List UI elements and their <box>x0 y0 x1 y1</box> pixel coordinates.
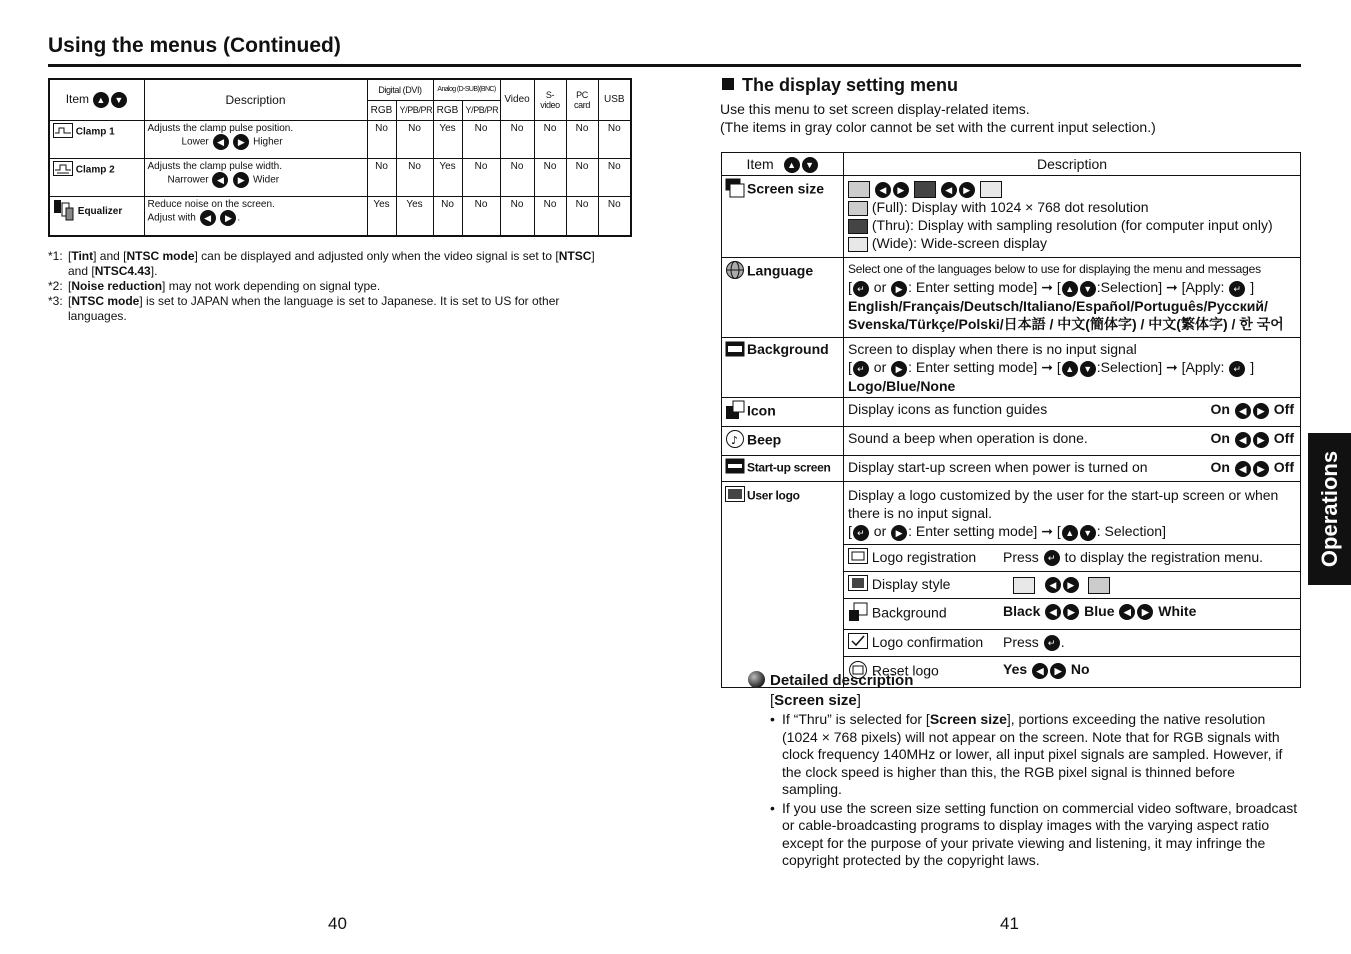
up-arrow-button-icon: ▲ <box>93 92 109 108</box>
beep-icon <box>725 429 745 453</box>
table-row <box>722 427 1301 456</box>
footnote-mark: *1: <box>48 249 63 263</box>
apply-text: [Apply: <box>1181 279 1225 296</box>
clamp-1-icon <box>53 123 73 141</box>
on-text: On <box>1210 430 1230 447</box>
equalizer-value: Yes <box>367 196 396 236</box>
bullet-dot: • <box>770 799 775 816</box>
equalizer-value: Yes <box>396 196 433 236</box>
registration-menu-text: to display the registration menu. <box>1064 548 1264 565</box>
left-arrow-button-icon: ◀ <box>1032 663 1048 679</box>
section-intro-line: Use this menu to set screen display-related items. <box>720 101 1030 117</box>
enter-button-icon: ↵ <box>853 361 869 377</box>
enter-setting-text: : Enter setting mode] <box>908 279 1038 296</box>
operations-tab-label: Operations <box>1316 450 1342 568</box>
table-row <box>722 398 1301 427</box>
left-arrow-button-icon: ◀ <box>1235 403 1251 419</box>
footnote-text: [ <box>68 249 72 263</box>
off-text: Off <box>1273 401 1294 418</box>
display-style-full-icon <box>1088 577 1110 594</box>
screen-size-icon <box>725 178 745 202</box>
clamp-2-description: Adjusts the clamp pulse width. <box>147 160 283 172</box>
left-settings-table <box>48 78 632 237</box>
background-icon <box>725 341 745 361</box>
clamp-2-narrower-label: Narrower <box>167 174 209 186</box>
svideo-header: S-video <box>534 79 566 120</box>
clamp-2-value: Yes <box>433 158 462 196</box>
clamp-1-value: No <box>462 120 500 158</box>
left-arrow-button-icon: ◀ <box>212 172 228 188</box>
clamp-1-value: No <box>500 120 534 158</box>
table-row <box>722 456 1301 482</box>
user-logo-description: Display a logo customized by the user for the start-up screen or when there is no input signal. <box>848 487 1279 522</box>
function-guide-icon <box>725 400 745 424</box>
no-option: No <box>1070 661 1090 678</box>
bullet-text: If you use the screen size setting function on commercial video software, broadcast or cable-broadcasting programs to display images with the varying aspect ratio except for the purpose of your private viewing and listening, it may infringe the copyright protected by the copyright laws. <box>782 799 1298 868</box>
down-arrow-button-icon: ▼ <box>802 157 818 173</box>
left-arrow-button-icon: ◀ <box>1235 432 1251 448</box>
detailed-description-heading <box>748 671 913 689</box>
screen-size-thru-text: (Thru): Display with sampling resolution (for computer input only) <box>871 217 1273 234</box>
left-arrow-button-icon: ◀ <box>1045 604 1061 620</box>
background-options: Logo/Blue/None <box>848 377 956 394</box>
footnote-bold: NTSC mode <box>71 294 140 308</box>
enter-button-icon: ↵ <box>1229 361 1245 377</box>
selection-text: :Selection] <box>1096 359 1163 376</box>
table-row <box>844 544 1300 571</box>
page-number-right: 41 <box>1000 914 1019 933</box>
item-header <box>49 79 144 120</box>
table-row <box>722 176 1301 258</box>
clamp-1-higher-label: Higher <box>253 136 283 148</box>
language-names-line-2: Svenska/Türkçe/Polski/日本語 / 中文(簡体字) / 中文(繁体字) / 한 국어 <box>848 315 1284 332</box>
square-bullet-icon <box>722 78 734 90</box>
bracket-text: ] <box>1250 279 1255 296</box>
screen-size-label: Screen size <box>747 181 825 197</box>
logo-confirmation-label: Logo confirmation <box>871 634 984 651</box>
right-arrow-button-icon: ▶ <box>233 134 249 150</box>
operations-side-tab <box>1308 433 1351 585</box>
section-intro-line: (The items in gray color cannot be set with the current input selection.) <box>720 119 1156 135</box>
on-text: On <box>1210 401 1230 418</box>
startup-screen-icon <box>725 458 745 479</box>
detailed-description-body <box>770 711 1298 871</box>
equalizer-value: No <box>433 196 462 236</box>
left-arrow-button-icon: ◀ <box>200 210 216 226</box>
display-style-icon <box>848 575 868 595</box>
list-item <box>770 800 1298 870</box>
rgb-header-1: RGB <box>367 100 396 120</box>
footnote-bold: NTSC mode <box>126 249 195 263</box>
right-arrow-button-icon: ▶ <box>891 525 907 541</box>
language-description: Select one of the languages below to use for displaying the menu and messages <box>848 262 1261 277</box>
enter-button-icon: ↵ <box>853 525 869 541</box>
press-text: Press <box>1003 548 1039 565</box>
thru-size-icon <box>914 181 936 198</box>
footnote-2 <box>48 279 608 294</box>
down-arrow-button-icon: ▼ <box>1080 525 1096 541</box>
footnote-1 <box>48 249 608 279</box>
clamp-2-value: No <box>598 158 631 196</box>
apply-text: [Apply: <box>1181 359 1225 376</box>
clamp-2-value: No <box>367 158 396 196</box>
screen-size-wide-text: (Wide): Wide-screen display <box>871 235 1047 252</box>
clamp-2-value: No <box>566 158 598 196</box>
screen-size-subheading: Screen size <box>774 692 857 709</box>
bullet-dot: • <box>770 711 775 727</box>
page-number-left: 40 <box>328 914 347 933</box>
on-text: On <box>1210 459 1230 476</box>
display-style-small-icon <box>1013 577 1035 594</box>
enter-button-icon: ↵ <box>1044 550 1060 566</box>
display-style-label: Display style <box>871 575 951 592</box>
table-row: Background Screen to display when there is no input signal [ ↵ or ▶ : Enter setting mode] ➞ [ ▲ ▼ :Selection] ➞ [Apply: ↵ ] Logo/Blue/None <box>722 338 1301 398</box>
footnote-text: ] and [ <box>93 249 127 263</box>
right-arrow-button-icon: ▶ <box>1253 461 1269 477</box>
off-text: Off <box>1273 459 1294 476</box>
down-arrow-button-icon: ▼ <box>111 92 127 108</box>
right-item-header-label: Item <box>746 156 774 172</box>
clamp-1-value: No <box>534 120 566 158</box>
up-arrow-button-icon: ▲ <box>1062 281 1078 297</box>
yes-option: Yes <box>1003 661 1028 678</box>
language-label: Language <box>747 263 814 279</box>
usb-header: USB <box>598 79 631 120</box>
footnote-mark: *3: <box>48 294 63 308</box>
table-row <box>844 571 1300 598</box>
pccard-header: PC card <box>566 79 598 120</box>
right-arrow-button-icon: ▶ <box>1050 663 1066 679</box>
left-arrow-button-icon: ◀ <box>213 134 229 150</box>
clamp-2-icon <box>53 161 73 179</box>
clamp-2-value: No <box>396 158 433 196</box>
equalizer-adjust-label: Adjust with <box>147 212 196 224</box>
background-description: Screen to display when there is no input signal <box>848 341 1137 358</box>
video-header: Video <box>500 79 534 120</box>
logo-confirmation-icon <box>848 633 868 653</box>
digital-header: Digital (DVI) <box>367 79 433 100</box>
equalizer-label: Equalizer <box>77 205 123 217</box>
up-arrow-button-icon: ▲ <box>784 157 800 173</box>
startup-screen-description: Display start-up screen when power is turned on <box>848 459 1148 476</box>
down-arrow-button-icon: ▼ <box>1080 361 1096 377</box>
footnote-3 <box>48 294 608 324</box>
clamp-1-label: Clamp 1 <box>75 126 115 138</box>
right-arrow-button-icon: ▶ <box>1253 432 1269 448</box>
wide-size-icon <box>848 237 868 252</box>
user-logo-label: User logo <box>747 488 800 503</box>
black-option: Black <box>1003 603 1041 620</box>
background-label: Background <box>747 341 829 358</box>
equalizer-value: No <box>566 196 598 236</box>
or-text: or <box>873 279 887 296</box>
bracket-text: ] <box>856 692 861 709</box>
rgb-header-2: RGB <box>433 100 462 120</box>
table-row: User logo Display a logo customized by the user for the start-up screen or when there is no input signal. [ ↵ or ▶ : Enter setting mode] ➞ [ ▲ ▼ : Selection] Logo registration Press ↵ to display the registration menu. Display style ◀ ▶ Background Black ◀ ▶ Blue ◀ ▶ White Logo confirmation Press ↵ . Reset logo Yes ◀ ▶ No <box>722 482 1301 688</box>
user-logo-icon <box>725 486 745 507</box>
off-text: Off <box>1273 430 1294 447</box>
icon-label: Icon <box>747 403 776 419</box>
clamp-2-value: No <box>534 158 566 196</box>
right-arrow-button-icon: ▶ <box>233 172 249 188</box>
clamp-2-value: No <box>500 158 534 196</box>
footnote-bold: NTSC4.43 <box>94 264 151 278</box>
enter-button-icon: ↵ <box>853 281 869 297</box>
bullet-text: If “Thru” is selected for [ <box>782 711 930 727</box>
section-title-text: The display setting menu <box>742 75 959 95</box>
footnote-bold: NTSC <box>558 249 592 263</box>
left-arrow-button-icon: ◀ <box>1235 461 1251 477</box>
footnote-text: ] is set to JAPAN when the language is set to Japanese. It is set to US for other languages. <box>68 294 560 323</box>
left-arrow-button-icon: ◀ <box>875 182 891 198</box>
up-arrow-button-icon: ▲ <box>1062 525 1078 541</box>
screen-size-full-text: (Full): Display with 1024 × 768 dot resolution <box>871 199 1149 216</box>
right-item-header <box>722 153 844 176</box>
footnote-text: ]. <box>150 264 158 278</box>
detailed-description-title: Detailed description <box>770 672 914 689</box>
svg-text:♪: ♪ <box>731 434 739 448</box>
footnote-bold: Noise reduction <box>71 279 163 293</box>
right-arrow-button-icon: ▶ <box>959 182 975 198</box>
selection-text: :Selection] <box>1096 279 1163 296</box>
user-logo-subtable <box>844 544 1300 688</box>
table-row: Equalizer Reduce noise on the screen. Adjust with ◀ ▶ . Yes Yes No No No No No No <box>49 196 631 236</box>
right-arrow-button-icon: ▶ <box>891 281 907 297</box>
table-row <box>49 120 631 158</box>
right-arrow-button-icon: ▶ <box>1137 604 1153 620</box>
bullet-text: ], portions exceeding the native resolution (1024 × 768 pixels) will not appear on the screen. Note that for RGB signals with clock frequency 140MHz or lower, all input pixel signals are sampled. However, if the clock speed is higher than this, the RGB pixel signal is thinned before sampling. <box>782 711 1283 797</box>
full-size-icon <box>848 181 870 198</box>
title-rule <box>48 64 1301 67</box>
bullet-bold: Screen size <box>929 711 1007 727</box>
section-intro <box>720 100 1300 136</box>
bracket-text: [ <box>770 692 775 709</box>
footnotes <box>48 249 608 324</box>
or-text: or <box>873 359 887 376</box>
section-title <box>722 75 958 96</box>
clamp-2-value: No <box>462 158 500 196</box>
press-text: Press <box>1003 634 1039 651</box>
item-header-label: Item <box>65 91 90 106</box>
down-arrow-button-icon: ▼ <box>1080 281 1096 297</box>
globe-icon <box>725 260 745 284</box>
clamp-1-value: Yes <box>433 120 462 158</box>
footnote-text: ] can be displayed and adjusted only when the video signal is set to [ <box>194 249 559 263</box>
clamp-1-lower-label: Lower <box>181 136 209 148</box>
clamp-1-value: No <box>367 120 396 158</box>
table-row: Logo confirmation Press ↵ . <box>844 630 1300 657</box>
selection-text: : Selection] <box>1096 523 1166 540</box>
detailed-description-subheading <box>770 692 861 709</box>
startup-screen-label: Start-up screen <box>747 460 831 475</box>
equalizer-description: Reduce noise on the screen. <box>147 198 275 210</box>
logo-registration-icon <box>848 548 868 568</box>
right-arrow-button-icon: ▶ <box>1253 403 1269 419</box>
analog-header: Analog (D-SUB)(BNC) <box>433 79 500 100</box>
right-arrow-button-icon: ▶ <box>893 182 909 198</box>
equalizer-value: No <box>534 196 566 236</box>
full-size-icon <box>848 201 868 216</box>
page-title: Using the menus (Continued) <box>48 34 341 57</box>
ypbpr-header-1: Y/PB/PR <box>396 100 433 120</box>
clamp-2-label: Clamp 2 <box>75 164 115 176</box>
clamp-1-value: No <box>566 120 598 158</box>
footnote-text: ] and [ <box>68 249 595 278</box>
enter-button-icon: ↵ <box>1229 281 1245 297</box>
table-row <box>49 158 631 196</box>
equalizer-icon <box>53 199 75 224</box>
logo-background-label: Background <box>871 604 947 621</box>
footnote-mark: *2: <box>48 279 63 293</box>
footnote-bold: Tint <box>71 249 94 263</box>
display-setting-table <box>721 152 1301 688</box>
enter-setting-text: : Enter setting mode] <box>908 359 1038 376</box>
left-arrow-button-icon: ◀ <box>1045 577 1061 593</box>
white-option: White <box>1158 603 1197 620</box>
equalizer-value: No <box>500 196 534 236</box>
beep-label: Beep <box>747 432 782 448</box>
reset-logo-label: Reset logo <box>871 663 939 680</box>
clamp-1-value: No <box>396 120 433 158</box>
clamp-1-description: Adjusts the clamp pulse position. <box>147 122 294 134</box>
or-text: or <box>873 523 887 540</box>
right-arrow-button-icon: ▶ <box>1063 604 1079 620</box>
logo-registration-label: Logo registration <box>871 548 977 565</box>
left-arrow-button-icon: ◀ <box>941 182 957 198</box>
left-arrow-button-icon: ◀ <box>1119 604 1135 620</box>
right-arrow-button-icon: ▶ <box>891 361 907 377</box>
equalizer-value: No <box>462 196 500 236</box>
enter-setting-text: : Enter setting mode] <box>908 523 1038 540</box>
table-row <box>844 599 1300 630</box>
round-bullet-icon <box>748 671 765 688</box>
footnote-text: [ <box>68 294 72 308</box>
table-row: Language Select one of the languages below to use for displaying the menu and messages [ ↵ or ▶ : Enter setting mode] ➞ [ ▲ ▼ :Selection] ➞ [Apply: ↵ ] English/Français/Deutsch/Italiano/Español/Português/Русский/ Svenska/Türkçe/Polski/日本語 / 中文(簡体字) / 中文(繁体字) / 한 국어 <box>722 258 1301 338</box>
bracket-text: ] <box>1250 359 1255 376</box>
footnote-text: ] may not work depending on signal type. <box>162 279 381 293</box>
right-arrow-button-icon: ▶ <box>1063 577 1079 593</box>
right-description-header: Description <box>844 153 1301 176</box>
language-names-line-1: English/Français/Deutsch/Italiano/Español/Português/Русский/ <box>848 297 1268 314</box>
ypbpr-header-2: Y/PB/PR <box>462 100 500 120</box>
thru-size-icon <box>848 219 868 234</box>
clamp-1-value: No <box>598 120 631 158</box>
enter-button-icon: ↵ <box>1044 635 1060 651</box>
equalizer-value: No <box>598 196 631 236</box>
description-header: Description <box>144 79 367 120</box>
list-item <box>770 711 1298 799</box>
beep-description: Sound a beep when operation is done. <box>848 430 1088 447</box>
background-hand-icon <box>848 602 868 626</box>
footnote-text: [ <box>68 279 72 293</box>
icon-description: Display icons as function guides <box>848 401 1048 418</box>
up-arrow-button-icon: ▲ <box>1062 361 1078 377</box>
clamp-2-wider-label: Wider <box>252 174 280 186</box>
wide-size-icon <box>980 181 1002 198</box>
right-arrow-button-icon: ▶ <box>220 210 236 226</box>
blue-option: Blue <box>1084 603 1115 620</box>
